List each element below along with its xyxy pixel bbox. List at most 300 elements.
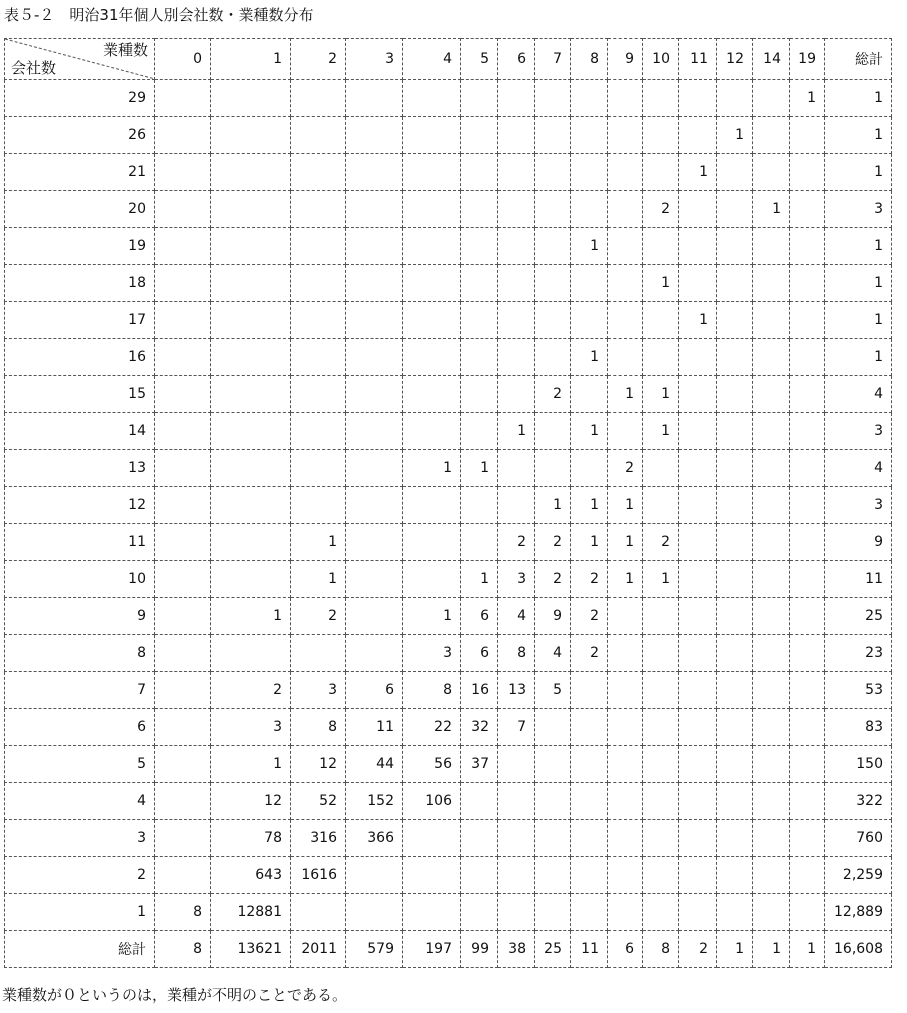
data-cell: 1 [291, 524, 346, 561]
data-cell [291, 154, 346, 191]
data-cell [461, 265, 498, 302]
data-cell: 366 [346, 820, 403, 857]
data-cell [790, 561, 825, 598]
data-cell [571, 117, 608, 154]
data-cell [608, 228, 643, 265]
data-cell: 1 [461, 450, 498, 487]
data-cell: 1 [679, 302, 717, 339]
data-cell: 2 [211, 672, 291, 709]
data-cell [211, 339, 291, 376]
row-label-cell: 11 [5, 524, 155, 561]
data-cell [753, 339, 790, 376]
data-cell [717, 376, 753, 413]
data-cell [461, 191, 498, 228]
data-cell: 1 [403, 450, 461, 487]
data-cell [498, 228, 535, 265]
data-cell [291, 487, 346, 524]
data-cell: 1 [825, 154, 892, 191]
data-cell [643, 154, 679, 191]
data-cell [461, 783, 498, 820]
column-header-cell: 11 [679, 39, 717, 80]
data-cell [571, 191, 608, 228]
row-label-cell: 5 [5, 746, 155, 783]
data-cell: 25 [825, 598, 892, 635]
data-cell [155, 746, 211, 783]
data-cell [461, 857, 498, 894]
data-cell [211, 228, 291, 265]
data-cell [291, 450, 346, 487]
data-cell: 197 [403, 931, 461, 968]
data-cell [155, 154, 211, 191]
data-cell [571, 857, 608, 894]
data-cell [211, 117, 291, 154]
column-header-cell: 6 [498, 39, 535, 80]
data-cell [535, 117, 571, 154]
row-label-cell: 1 [5, 894, 155, 931]
row-label-cell: 13 [5, 450, 155, 487]
data-cell [643, 598, 679, 635]
data-cell: 3 [825, 191, 892, 228]
data-cell [403, 894, 461, 931]
data-cell [717, 228, 753, 265]
data-cell [535, 80, 571, 117]
data-cell: 1 [291, 561, 346, 598]
data-cell [291, 894, 346, 931]
data-cell [717, 635, 753, 672]
data-cell [608, 820, 643, 857]
data-cell [717, 524, 753, 561]
data-cell: 3 [291, 672, 346, 709]
column-header-cell: 4 [403, 39, 461, 80]
data-cell [461, 413, 498, 450]
row-label-cell: 26 [5, 117, 155, 154]
data-cell [461, 376, 498, 413]
data-cell [498, 820, 535, 857]
data-cell: 2 [535, 561, 571, 598]
data-cell [571, 376, 608, 413]
column-header-cell: 3 [346, 39, 403, 80]
data-cell: 1 [643, 265, 679, 302]
data-cell [498, 117, 535, 154]
data-cell: 1 [790, 931, 825, 968]
data-cell: 1 [571, 524, 608, 561]
data-cell [346, 154, 403, 191]
row-axis-label: 会社数 [11, 59, 57, 77]
data-cell [211, 302, 291, 339]
data-cell: 150 [825, 746, 892, 783]
data-cell: 1 [211, 746, 291, 783]
data-cell: 106 [403, 783, 461, 820]
data-cell: 2 [571, 561, 608, 598]
data-cell [535, 302, 571, 339]
data-cell [643, 339, 679, 376]
row-label-cell: 総計 [5, 931, 155, 968]
data-cell: 1 [571, 228, 608, 265]
table-row [5, 598, 892, 635]
data-cell [608, 117, 643, 154]
table-row [5, 931, 892, 968]
data-cell: 1 [643, 413, 679, 450]
data-cell: 4 [825, 450, 892, 487]
data-cell [790, 154, 825, 191]
data-cell [643, 746, 679, 783]
data-cell [717, 265, 753, 302]
table-row [5, 672, 892, 709]
data-cell [155, 820, 211, 857]
data-cell: 1 [608, 487, 643, 524]
data-cell: 316 [291, 820, 346, 857]
column-header-cell: 1 [211, 39, 291, 80]
table-row [5, 450, 892, 487]
data-cell [717, 450, 753, 487]
row-label-cell: 12 [5, 487, 155, 524]
data-cell [461, 80, 498, 117]
data-cell [679, 339, 717, 376]
row-label-cell: 19 [5, 228, 155, 265]
data-cell [608, 339, 643, 376]
data-cell [403, 228, 461, 265]
data-cell [498, 857, 535, 894]
data-cell: 1 [461, 561, 498, 598]
data-cell: 1 [753, 191, 790, 228]
data-cell [155, 561, 211, 598]
table-row [5, 154, 892, 191]
row-label-cell: 21 [5, 154, 155, 191]
data-cell: 1 [825, 80, 892, 117]
data-cell: 6 [461, 635, 498, 672]
table-row [5, 80, 892, 117]
data-cell [643, 117, 679, 154]
data-cell: 1 [571, 339, 608, 376]
row-label-cell: 14 [5, 413, 155, 450]
data-cell: 13621 [211, 931, 291, 968]
data-cell [498, 265, 535, 302]
data-cell: 1 [717, 117, 753, 154]
data-cell [679, 228, 717, 265]
data-cell [498, 746, 535, 783]
data-cell [643, 672, 679, 709]
table-row [5, 339, 892, 376]
data-cell: 12 [291, 746, 346, 783]
data-cell [790, 820, 825, 857]
data-cell: 2 [608, 450, 643, 487]
data-cell: 37 [461, 746, 498, 783]
data-cell [790, 339, 825, 376]
data-cell: 1616 [291, 857, 346, 894]
data-cell [155, 339, 211, 376]
data-cell [717, 783, 753, 820]
data-cell [535, 783, 571, 820]
data-cell: 1 [825, 339, 892, 376]
table-row [5, 265, 892, 302]
data-cell: 12 [211, 783, 291, 820]
data-cell: 83 [825, 709, 892, 746]
data-cell [571, 265, 608, 302]
data-cell [535, 857, 571, 894]
data-cell [535, 746, 571, 783]
data-cell [155, 302, 211, 339]
data-cell [535, 894, 571, 931]
table-row [5, 820, 892, 857]
data-cell [717, 894, 753, 931]
data-cell: 3 [211, 709, 291, 746]
data-cell [608, 80, 643, 117]
data-cell: 4 [825, 376, 892, 413]
data-cell: 1 [571, 487, 608, 524]
data-cell [211, 450, 291, 487]
row-label-cell: 29 [5, 80, 155, 117]
data-cell [679, 561, 717, 598]
data-cell [498, 191, 535, 228]
data-cell: 1 [753, 931, 790, 968]
data-cell [403, 80, 461, 117]
data-cell [291, 117, 346, 154]
data-cell [753, 709, 790, 746]
data-cell [608, 672, 643, 709]
data-cell [790, 783, 825, 820]
data-cell: 13 [498, 672, 535, 709]
data-cell: 1 [498, 413, 535, 450]
data-cell [498, 450, 535, 487]
column-header-cell: 総計 [825, 39, 892, 80]
data-cell [679, 783, 717, 820]
data-cell: 4 [498, 598, 535, 635]
data-cell: 1 [608, 524, 643, 561]
table-row [5, 413, 892, 450]
data-cell [717, 672, 753, 709]
table-title: 表５-２ 明治31年個人別会社数・業種数分布 [4, 6, 314, 24]
data-cell: 3 [498, 561, 535, 598]
table-footnote: 業種数が０というのは，業種が不明のことである。 [2, 986, 348, 1004]
data-cell: 23 [825, 635, 892, 672]
data-cell [717, 339, 753, 376]
data-cell: 2,259 [825, 857, 892, 894]
data-cell [211, 154, 291, 191]
data-cell [608, 857, 643, 894]
data-cell [403, 561, 461, 598]
data-cell [291, 376, 346, 413]
column-header-cell: 5 [461, 39, 498, 80]
data-cell [753, 746, 790, 783]
data-cell: 2 [498, 524, 535, 561]
data-cell [155, 117, 211, 154]
row-label-cell: 2 [5, 857, 155, 894]
data-cell [643, 894, 679, 931]
data-cell [790, 598, 825, 635]
column-header-cell: 12 [717, 39, 753, 80]
data-cell: 6 [461, 598, 498, 635]
data-cell [679, 413, 717, 450]
data-cell: 1 [825, 117, 892, 154]
row-label-cell: 7 [5, 672, 155, 709]
data-cell [717, 598, 753, 635]
table-row [5, 894, 892, 931]
data-cell [679, 672, 717, 709]
data-cell: 8 [155, 931, 211, 968]
data-cell [717, 487, 753, 524]
data-cell [679, 117, 717, 154]
data-cell: 2 [291, 598, 346, 635]
data-cell [753, 80, 790, 117]
data-cell [403, 376, 461, 413]
data-cell [608, 413, 643, 450]
data-cell: 12,889 [825, 894, 892, 931]
column-header-cell: 19 [790, 39, 825, 80]
data-cell: 1 [571, 413, 608, 450]
data-cell [211, 561, 291, 598]
data-cell: 6 [608, 931, 643, 968]
data-cell [717, 709, 753, 746]
row-label-cell: 9 [5, 598, 155, 635]
data-cell: 16 [461, 672, 498, 709]
data-cell [753, 265, 790, 302]
table-row [5, 487, 892, 524]
data-cell [498, 376, 535, 413]
data-cell [403, 524, 461, 561]
data-cell: 2 [571, 635, 608, 672]
data-cell [753, 561, 790, 598]
data-cell [461, 487, 498, 524]
row-label-cell: 10 [5, 561, 155, 598]
data-cell [679, 857, 717, 894]
data-cell [790, 228, 825, 265]
corner-header-cell [5, 39, 155, 80]
data-cell [571, 746, 608, 783]
row-label-cell: 20 [5, 191, 155, 228]
data-cell [346, 857, 403, 894]
data-cell [211, 413, 291, 450]
data-cell [346, 339, 403, 376]
data-cell [155, 709, 211, 746]
data-cell [498, 80, 535, 117]
data-cell [753, 894, 790, 931]
row-label-cell: 6 [5, 709, 155, 746]
data-cell: 1 [403, 598, 461, 635]
data-cell [790, 450, 825, 487]
data-cell [643, 228, 679, 265]
data-cell [155, 672, 211, 709]
data-cell [498, 487, 535, 524]
data-cell [535, 228, 571, 265]
table-row [5, 376, 892, 413]
data-cell: 8 [403, 672, 461, 709]
data-cell [155, 413, 211, 450]
data-cell [608, 302, 643, 339]
data-cell [717, 746, 753, 783]
data-cell [155, 783, 211, 820]
data-cell [155, 857, 211, 894]
data-cell [753, 524, 790, 561]
data-cell: 1 [825, 265, 892, 302]
data-cell [679, 820, 717, 857]
data-cell [211, 635, 291, 672]
data-cell [790, 746, 825, 783]
data-cell [717, 561, 753, 598]
data-cell [461, 524, 498, 561]
data-cell [608, 598, 643, 635]
column-header-cell: 14 [753, 39, 790, 80]
table-row [5, 783, 892, 820]
table-row [5, 228, 892, 265]
data-cell [608, 783, 643, 820]
data-cell: 6 [346, 672, 403, 709]
data-cell [346, 487, 403, 524]
data-cell [346, 524, 403, 561]
data-cell [790, 302, 825, 339]
column-header-cell: 2 [291, 39, 346, 80]
data-cell [753, 413, 790, 450]
data-cell [679, 746, 717, 783]
data-cell [346, 450, 403, 487]
data-cell [291, 80, 346, 117]
data-cell [535, 154, 571, 191]
data-cell: 579 [346, 931, 403, 968]
data-cell [679, 894, 717, 931]
column-header-cell: 8 [571, 39, 608, 80]
data-cell: 9 [825, 524, 892, 561]
table-row [5, 635, 892, 672]
column-header-cell: 0 [155, 39, 211, 80]
data-cell: 1 [608, 561, 643, 598]
data-cell [571, 80, 608, 117]
data-cell [155, 598, 211, 635]
data-cell [753, 117, 790, 154]
data-cell: 8 [498, 635, 535, 672]
data-cell [571, 709, 608, 746]
data-cell: 9 [535, 598, 571, 635]
data-cell [155, 376, 211, 413]
data-cell [608, 746, 643, 783]
data-cell [403, 154, 461, 191]
data-cell [461, 339, 498, 376]
data-cell [498, 154, 535, 191]
table-row [5, 191, 892, 228]
data-cell [790, 709, 825, 746]
data-cell: 152 [346, 783, 403, 820]
data-cell [535, 265, 571, 302]
data-cell [679, 376, 717, 413]
data-cell [679, 709, 717, 746]
data-cell: 3 [825, 413, 892, 450]
data-cell [717, 413, 753, 450]
data-cell [643, 820, 679, 857]
table-row [5, 709, 892, 746]
data-cell [403, 413, 461, 450]
data-cell [211, 487, 291, 524]
data-cell [403, 117, 461, 154]
data-cell [753, 450, 790, 487]
data-cell [535, 820, 571, 857]
data-cell [753, 302, 790, 339]
data-cell: 1 [608, 376, 643, 413]
data-cell [571, 302, 608, 339]
data-cell [608, 635, 643, 672]
row-label-cell: 18 [5, 265, 155, 302]
data-cell [346, 413, 403, 450]
data-cell [155, 228, 211, 265]
data-cell: 1 [790, 80, 825, 117]
data-cell [679, 598, 717, 635]
table-row [5, 524, 892, 561]
data-cell [535, 413, 571, 450]
data-cell [461, 117, 498, 154]
data-cell: 99 [461, 931, 498, 968]
data-cell [753, 487, 790, 524]
data-cell [753, 783, 790, 820]
data-cell [753, 598, 790, 635]
distribution-table [4, 38, 892, 968]
data-cell: 44 [346, 746, 403, 783]
